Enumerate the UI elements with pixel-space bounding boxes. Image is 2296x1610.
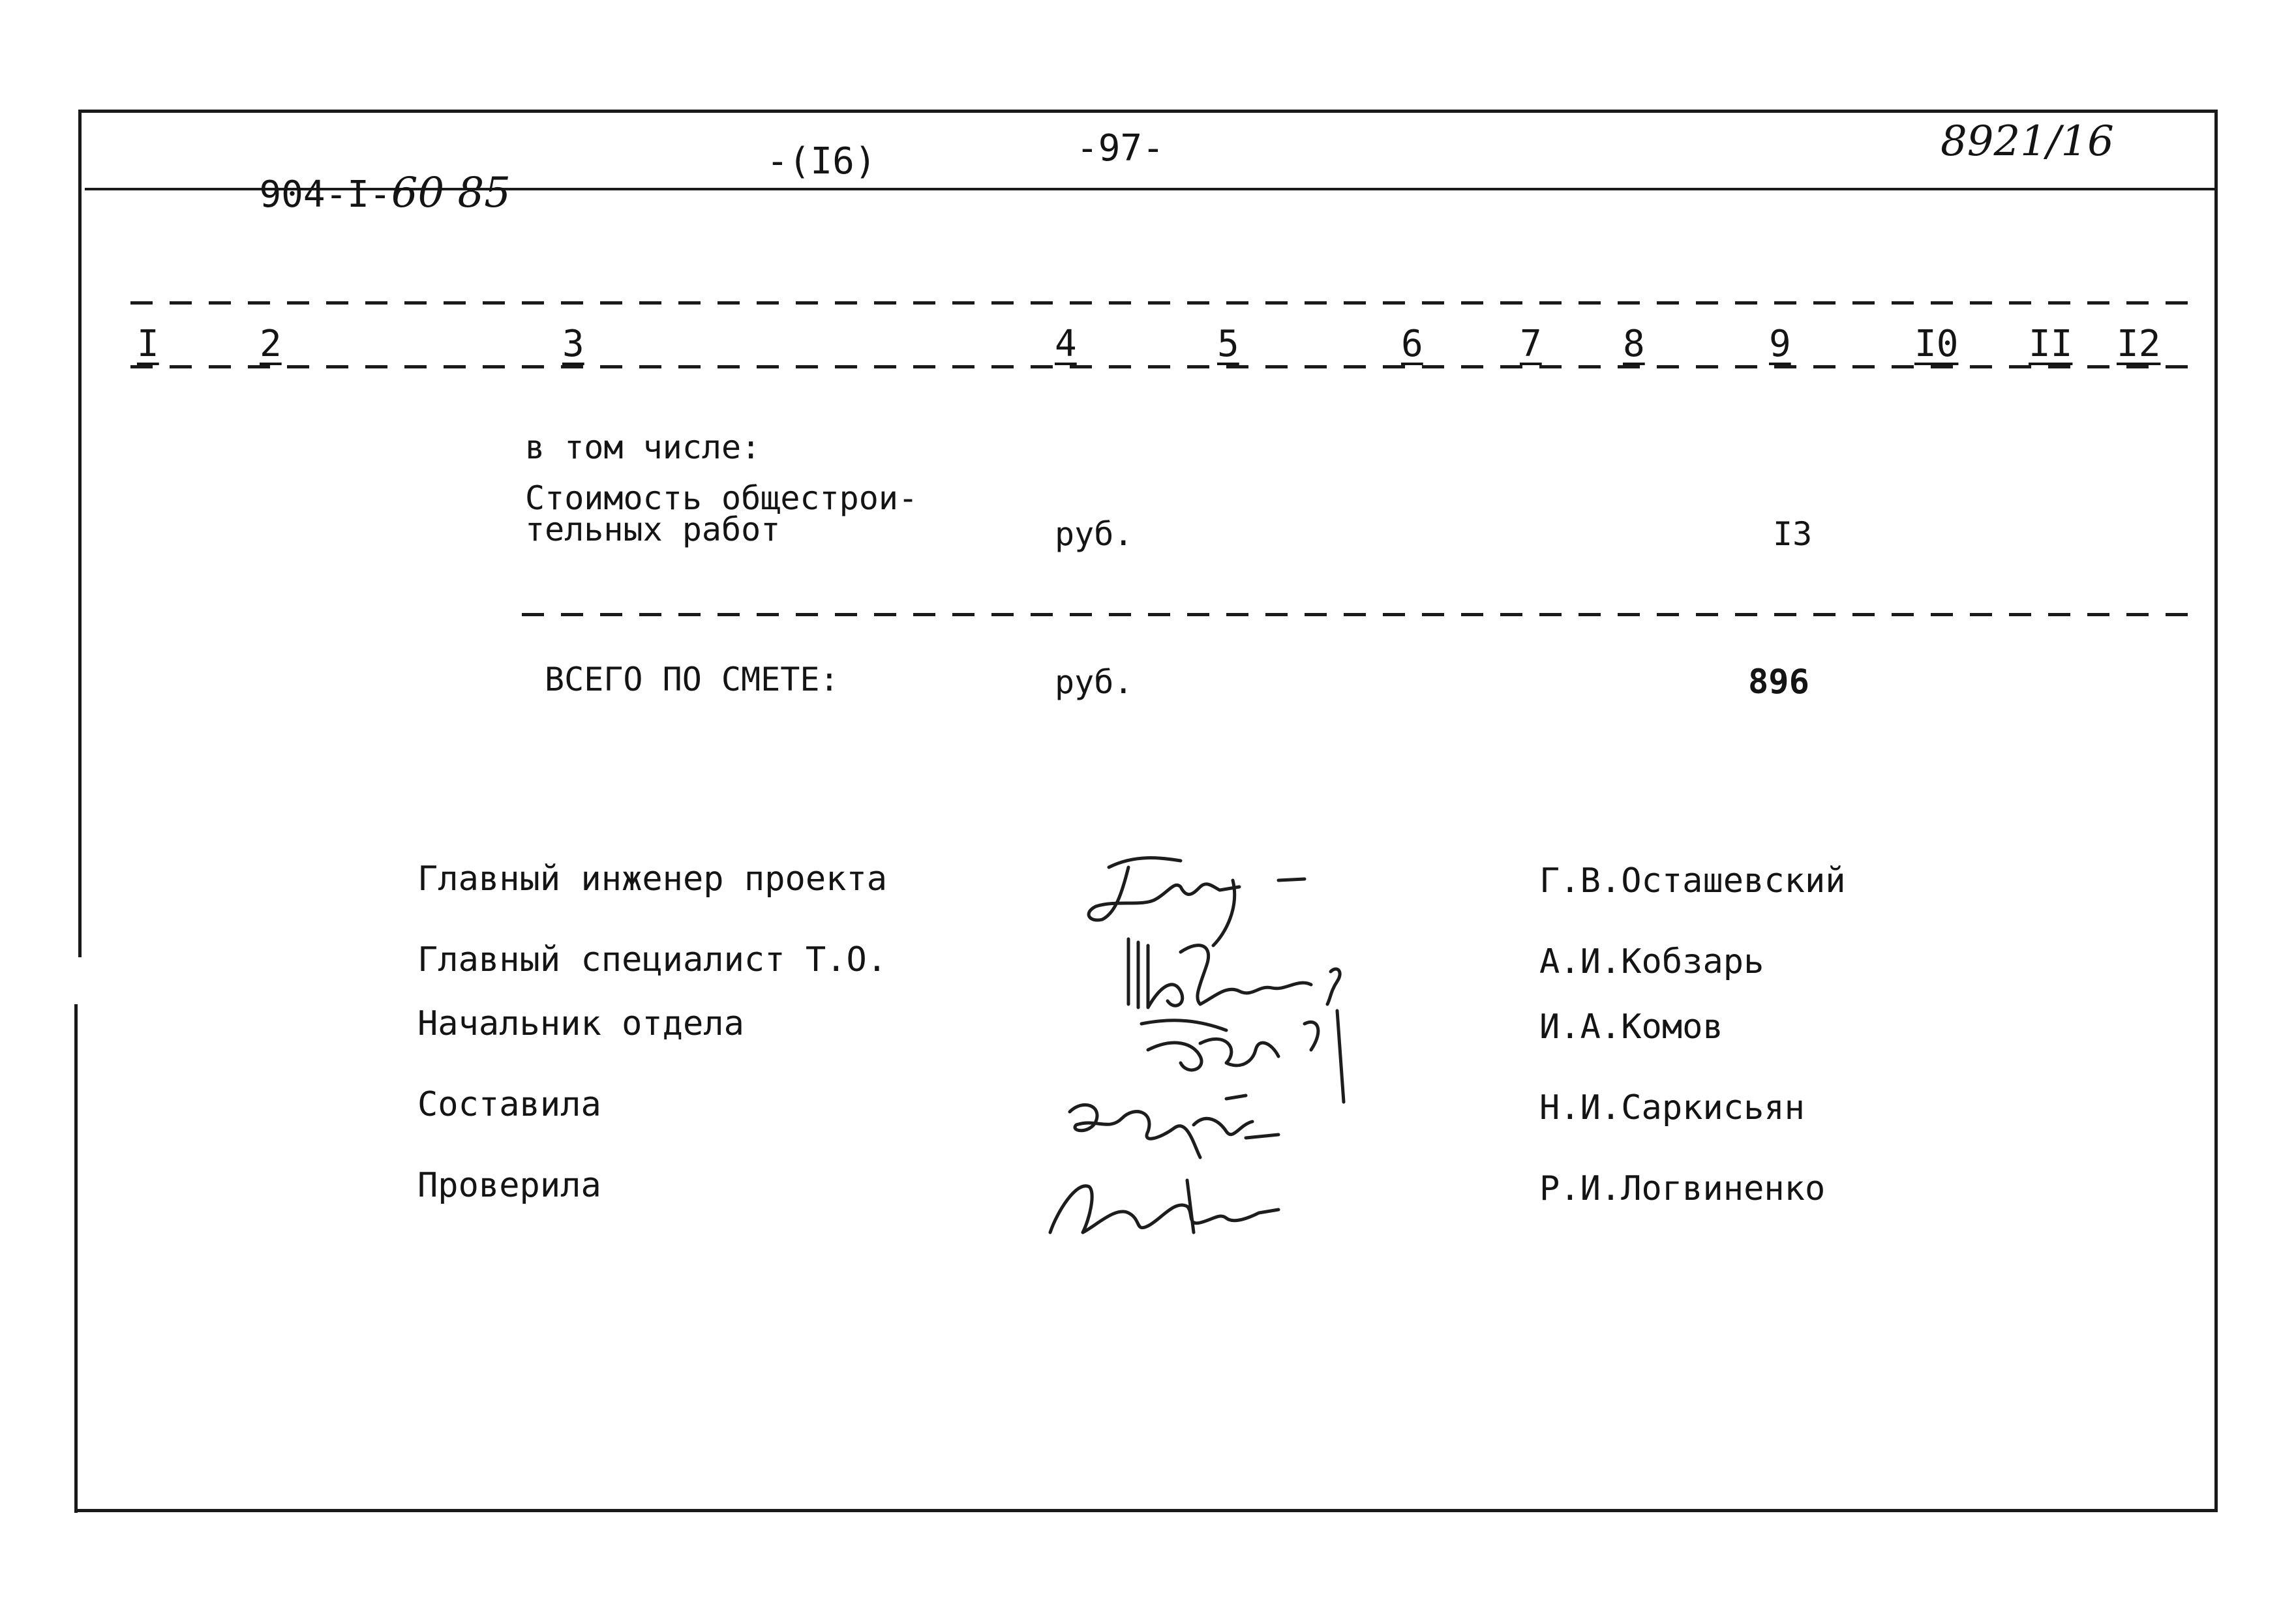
cost-label-line2: тельных работ bbox=[525, 511, 781, 548]
signature-role: Составила bbox=[417, 1085, 601, 1124]
column-number: 9 bbox=[1769, 323, 1791, 365]
signature-compiled-by bbox=[1031, 1086, 1396, 1170]
column-number: 6 bbox=[1401, 323, 1423, 365]
column-number: II bbox=[2029, 323, 2073, 365]
column-number: I2 bbox=[2117, 323, 2161, 365]
sheet-ref: -(I6) bbox=[766, 140, 877, 183]
signature-role: Начальник отдела bbox=[417, 1004, 744, 1043]
total-value: 896 bbox=[1748, 663, 1809, 702]
signatory-name: А.И.Кобзарь bbox=[1539, 942, 1764, 981]
total-unit: руб. bbox=[1055, 663, 1134, 701]
column-number: 5 bbox=[1217, 323, 1239, 365]
frame-top-line bbox=[78, 110, 2218, 113]
column-number: 7 bbox=[1520, 323, 1542, 365]
column-number: 3 bbox=[562, 323, 584, 365]
cost-unit: руб. bbox=[1055, 515, 1134, 553]
total-label: ВСЕГО ПО СМЕТЕ: bbox=[545, 661, 839, 698]
frame-right-line bbox=[2214, 110, 2218, 1512]
signature-checked-by bbox=[1031, 1167, 1396, 1245]
signature-role: Главный специалист Т.О. bbox=[417, 940, 888, 979]
column-number: I0 bbox=[1914, 323, 1959, 365]
doc-code-printed: 904-I- bbox=[259, 173, 391, 216]
columns-bottom-dashed-line bbox=[130, 365, 2192, 368]
signature-role: Проверила bbox=[417, 1166, 601, 1205]
cost-value: I3 bbox=[1773, 515, 1813, 553]
signatory-name: И.А.Комов bbox=[1539, 1007, 1723, 1047]
total-separator-dashed-line bbox=[522, 613, 2192, 616]
including-label: в том числе: bbox=[525, 428, 761, 466]
doc-code-handwritten: 60 85 bbox=[391, 169, 511, 217]
frame-left-line-lower bbox=[74, 1004, 78, 1513]
signatory-name: Г.В.Осташевский bbox=[1539, 861, 1846, 901]
page-number: -97- bbox=[1076, 127, 1164, 170]
signature-role: Главный инженер проекта bbox=[417, 859, 888, 899]
archive-number: 8921/16 bbox=[1941, 117, 2114, 166]
column-number: I bbox=[137, 323, 159, 365]
signatory-name: Н.И.Саркисьян bbox=[1539, 1088, 1805, 1127]
column-number: 2 bbox=[260, 323, 282, 365]
frame-left-line bbox=[78, 110, 82, 957]
doc-code bbox=[215, 136, 511, 217]
cost-label-line1: Стоимость общестрои- bbox=[525, 479, 918, 517]
column-number: 4 bbox=[1055, 323, 1077, 365]
frame-bottom-line bbox=[77, 1509, 2218, 1512]
columns-top-dashed-line bbox=[130, 301, 2192, 305]
column-number: 8 bbox=[1623, 323, 1645, 365]
signatory-name: Р.И.Логвиненко bbox=[1539, 1169, 1826, 1208]
